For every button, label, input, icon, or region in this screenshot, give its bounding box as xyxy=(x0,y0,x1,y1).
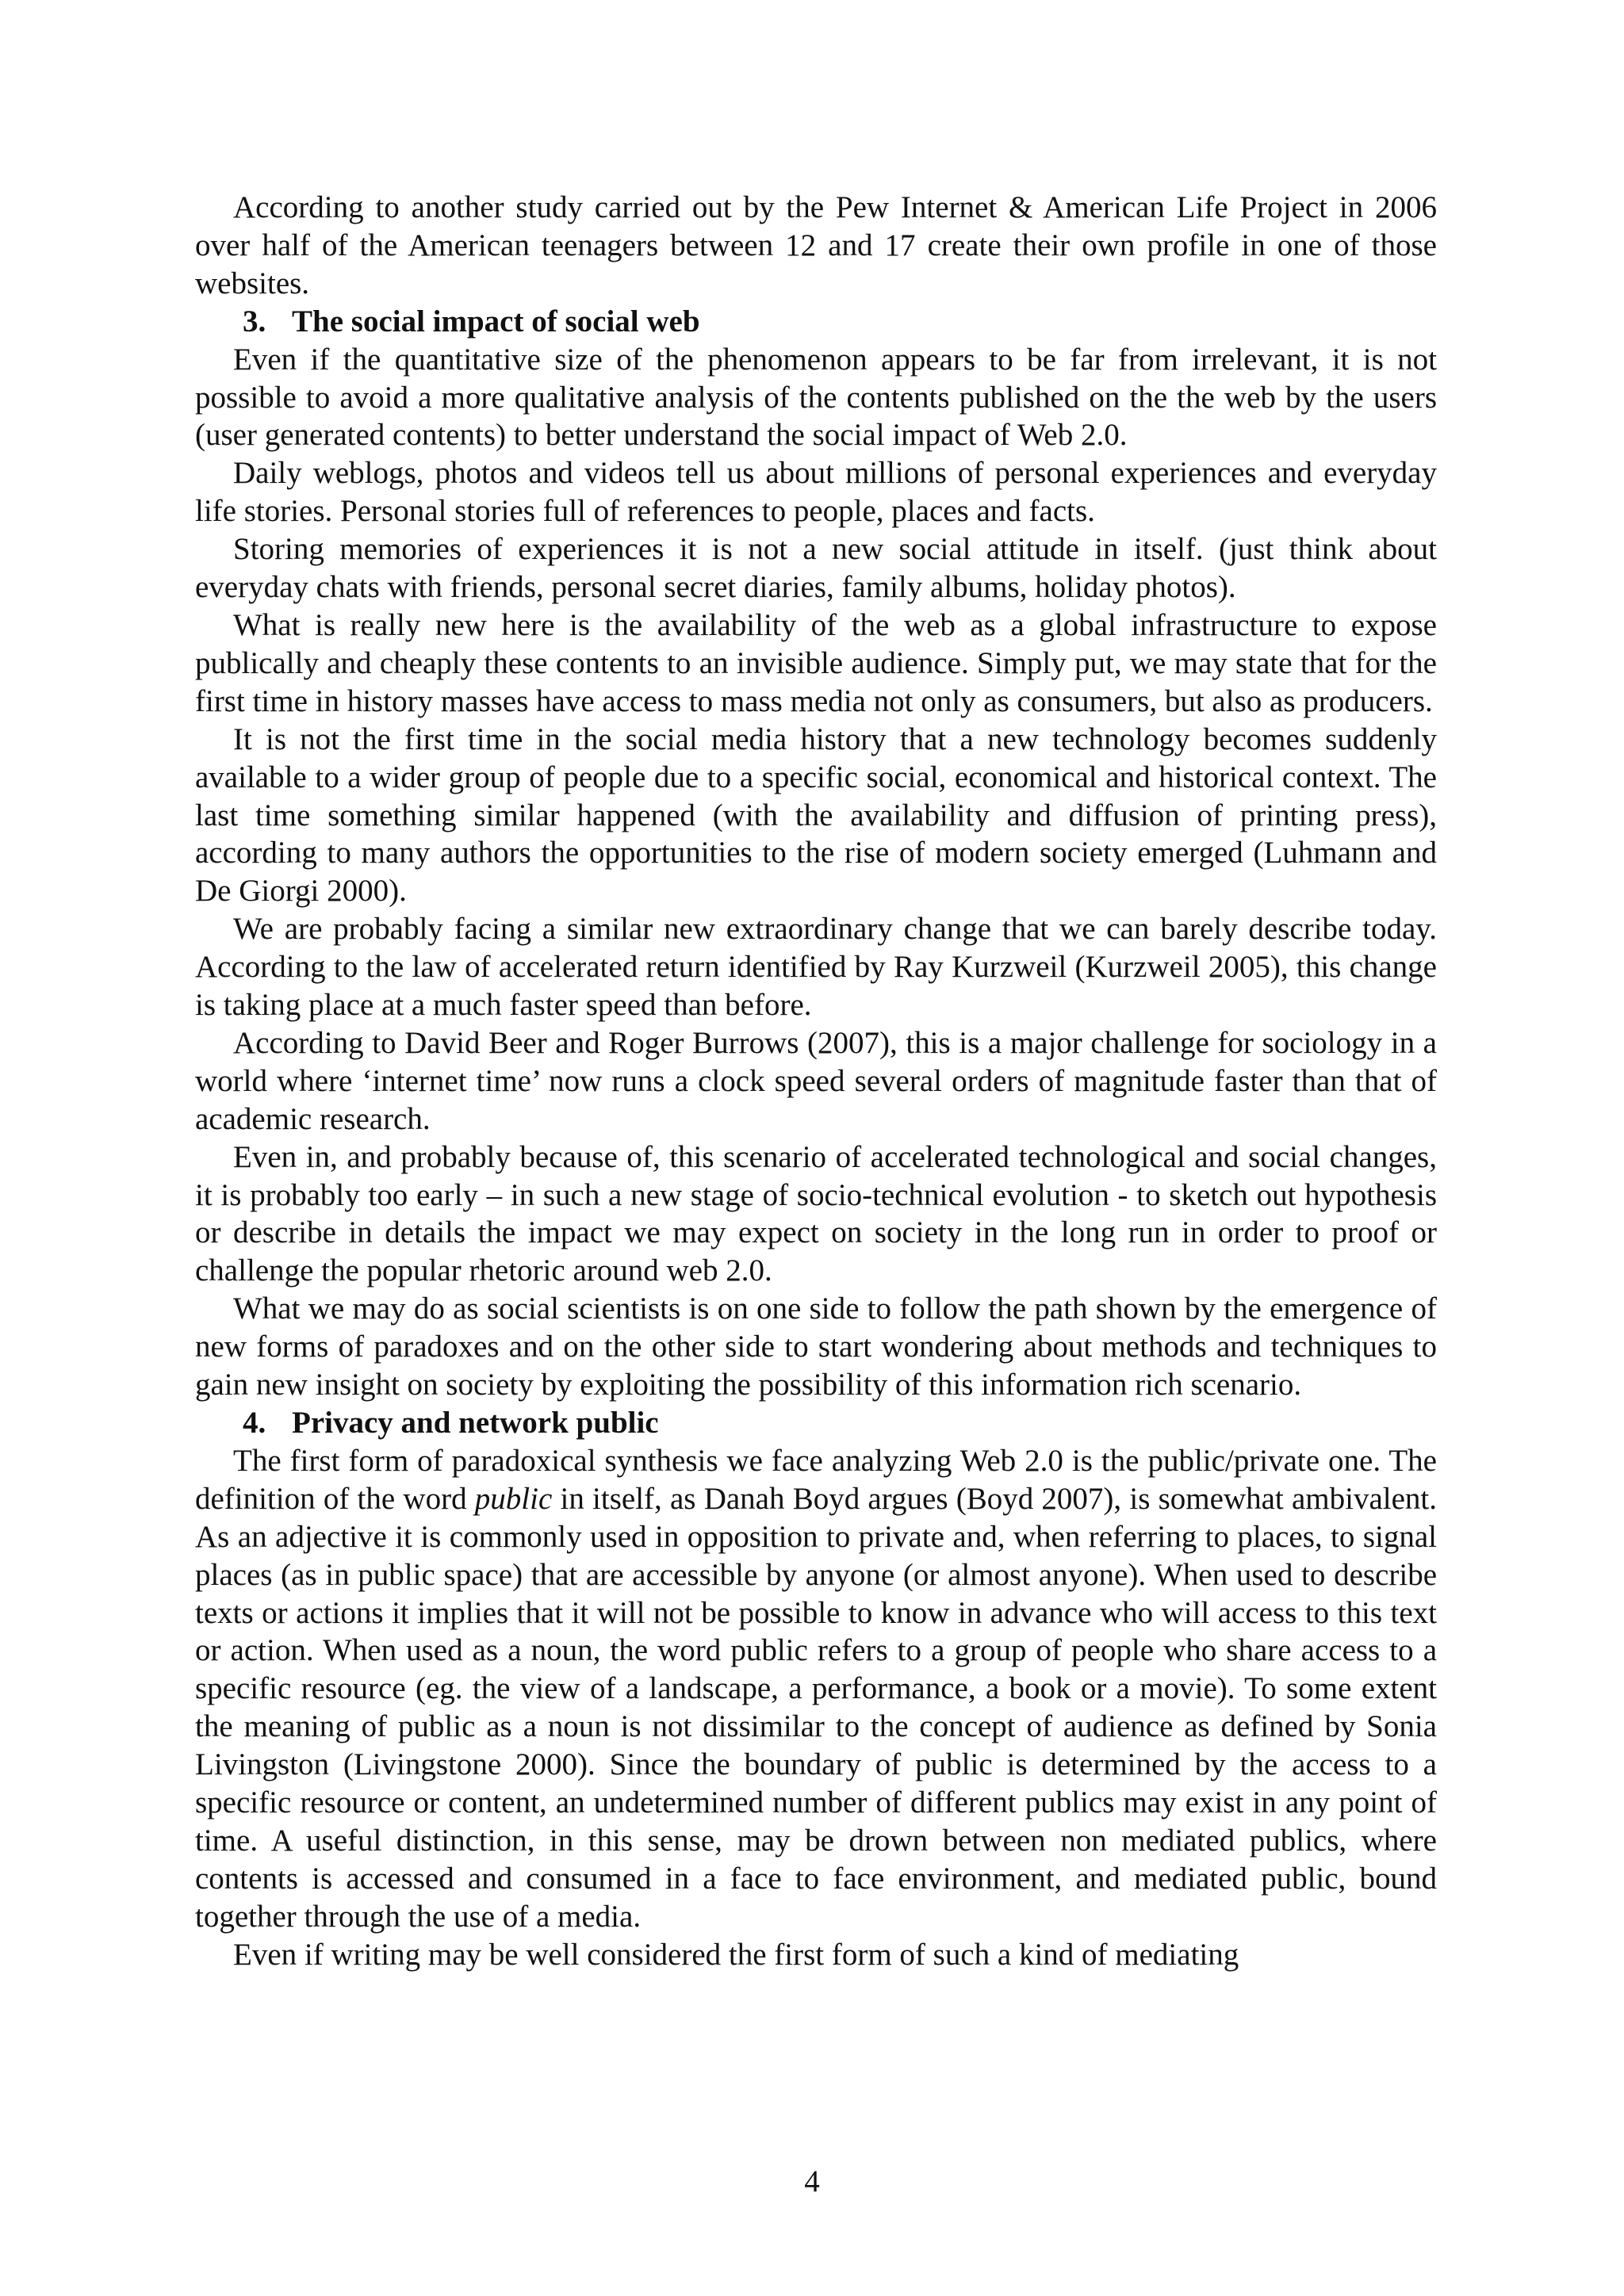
italic-term: public xyxy=(474,1481,553,1516)
text-run: The first form of paradoxical synthesis we face analyzing Web 2.0 is the public/private one. The definition of the word xyxy=(195,1443,1437,1516)
paragraph-public-definition xyxy=(195,1442,1437,1936)
section-title: The social impact of social web xyxy=(292,304,700,339)
section-heading-3 xyxy=(195,303,1437,341)
paragraph-pew-study: According to another study carried out by the Pew Internet & American Life Project in 2006 over half of the American teenagers between 12 and 17 create their own profile in one of those websites. xyxy=(195,190,1437,300)
page-number: 4 xyxy=(804,2164,820,2198)
paragraph: What is really new here is the availability of the web as a global infrastructure to expose publically and cheaply these contents to an invisible audience. Simply put, we may state that for the first time in history masses have access to mass media not only as consumers, but also as producers. xyxy=(195,607,1437,718)
section-number: 3. xyxy=(243,304,266,339)
paragraph: We are probably facing a similar new extraordinary change that we can barely describe today. According to the law of accelerated return identified by Ray Kurzweil (Kurzweil 2005), this change is taking place at a much faster speed than before. xyxy=(195,912,1437,1023)
paragraph: Even if writing may be well considered the first form of such a kind of mediating xyxy=(233,1937,1239,1972)
section-number: 4. xyxy=(243,1406,266,1440)
text-run: in itself, as Danah Boyd argues (Boyd 2007), is somewhat ambivalent. As an adjective it is commonly used in opposition to private and, when referring to places, to signal places (as in public space) that are accessible by anyone (or almost anyone). When used to describe texts or actions it implies that it will not be possible to know in advance who will access to this text or action. When used as a noun, the word public refers to a group of people who share access to a specific resource (eg. the view of a landscape, a performance, a book or a movie). To some extent the meaning of public as a noun is not dissimilar to the concept of audience as defined by Sonia Livingston (Livingstone 2000). Since the boundary of public is determined by the access to a specific resource or content, an undetermined number of different publics may exist in any point of time. A useful distinction, in this sense, may be drown between non mediated publics, where contents is accessed and consumed in a face to face environment, and mediated public, bound together through the use of a media. xyxy=(195,1481,1437,1934)
section-title: Privacy and network public xyxy=(292,1406,659,1440)
page-body xyxy=(195,189,1437,1974)
paragraph: What we may do as social scientists is on one side to follow the path shown by the emergence of new forms of paradoxes and on the other side to start wondering about methods and techniques to gain new insight on society by exploiting the possibility of this information rich scenario. xyxy=(195,1292,1437,1402)
paragraph: According to David Beer and Roger Burrows (2007), this is a major challenge for sociology in a world where ‘internet time’ now runs a clock speed several orders of magnitude faster than that of academic research. xyxy=(195,1025,1437,1136)
paragraph: Even in, and probably because of, this scenario of accelerated technological and social changes, it is probably too early – in such a new stage of socio-technical evolution - to sketch out hypothesis or describe in details the impact we may expect on society in the long run in order to proof or challenge the popular rhetoric around web 2.0. xyxy=(195,1139,1437,1288)
paragraph: Daily weblogs, photos and videos tell us about millions of personal experiences and everyday life stories. Personal stories full of references to people, places and facts. xyxy=(195,456,1437,529)
paragraph: It is not the first time in the social media history that a new technology becomes suddenly available to a wider group of people due to a specific social, economical and historical context. The last time something similar happened (with the availability and diffusion of printing press), according to many authors the opportunities to the rise of modern society emerged (Luhmann and De Giorgi 2000). xyxy=(195,721,1437,909)
paragraph: Even if the quantitative size of the phenomenon appears to be far from irrelevant, it is not possible to avoid a more qualitative analysis of the contents published on the the web by the users (user generated contents) to better understand the social impact of Web 2.0. xyxy=(195,342,1437,453)
paragraph: Storing memories of experiences it is not a new social attitude in itself. (just think about everyday chats with friends, personal secret diaries, family albums, holiday photos). xyxy=(195,532,1437,605)
section-heading-4 xyxy=(195,1404,1437,1442)
